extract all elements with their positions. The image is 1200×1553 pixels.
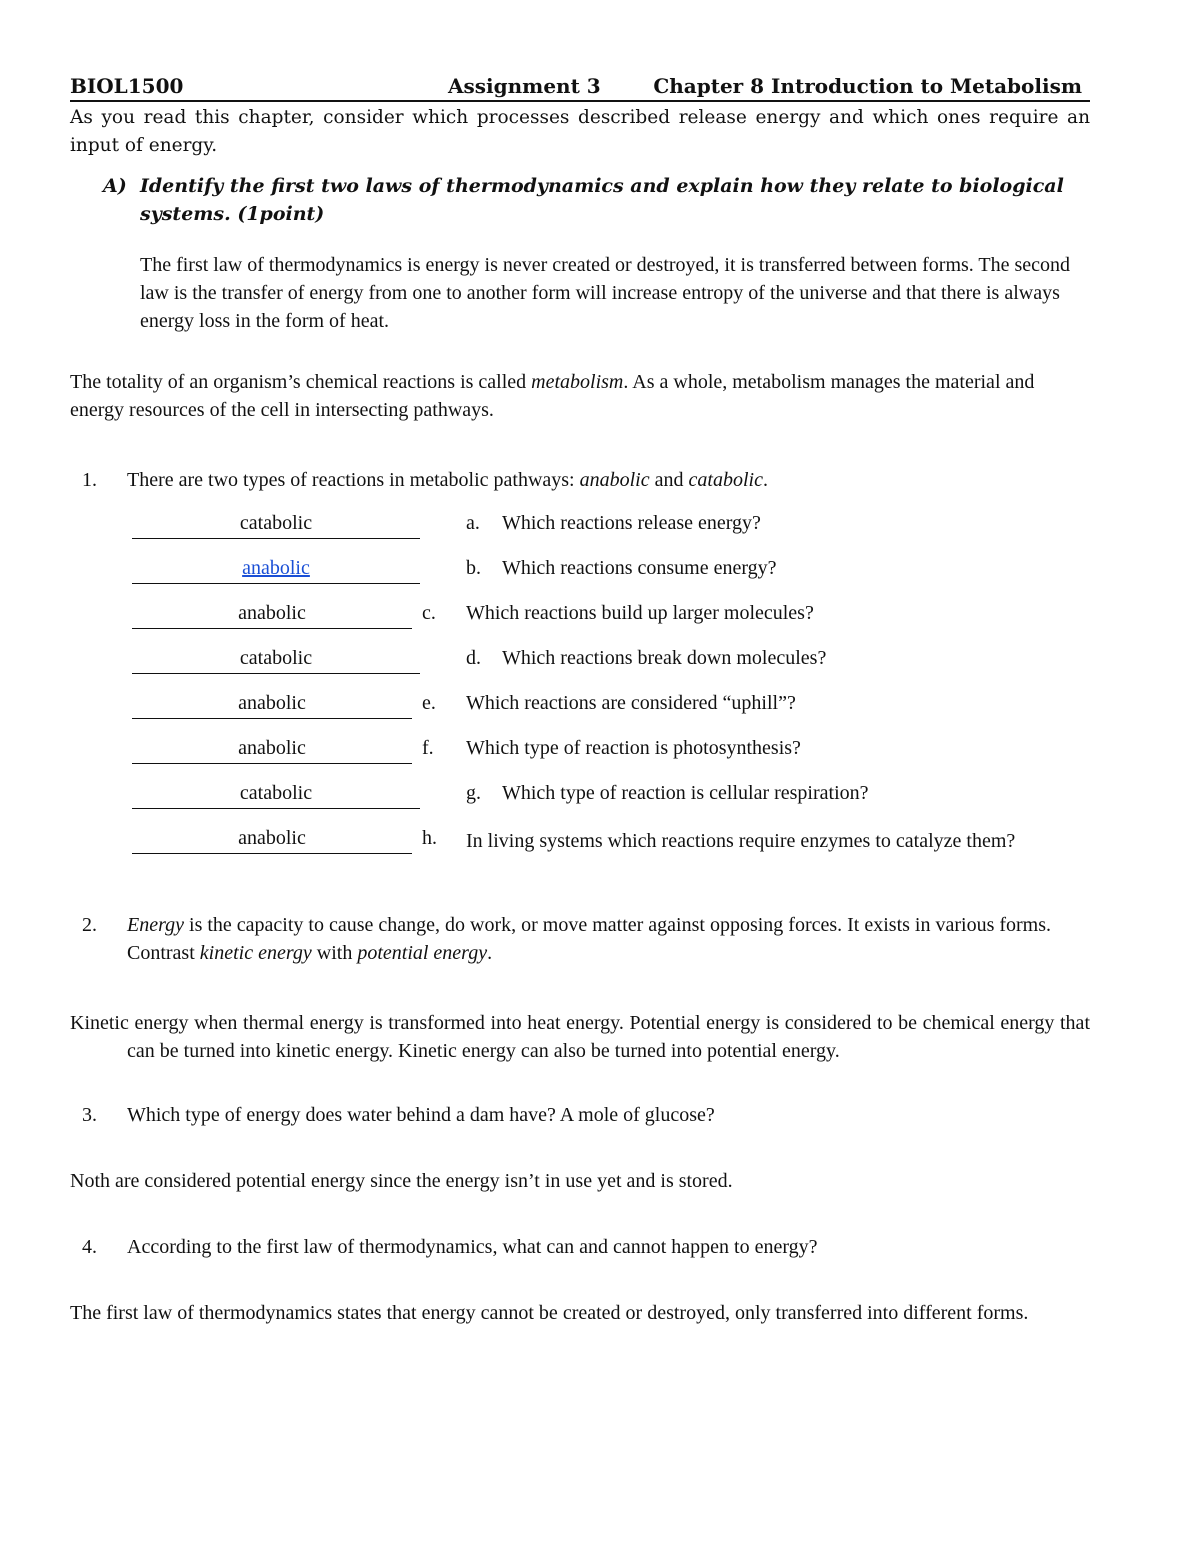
question-4-text: According to the first law of thermodynamics, what can and cannot happen to energy? [127, 1236, 818, 1258]
item-letter: g. [466, 782, 481, 804]
item-question: In living systems which reactions require enzymes to catalyze them? [466, 830, 1016, 852]
question-4 [70, 1233, 1090, 1261]
answer-blank [132, 647, 420, 674]
answer-blank [132, 737, 412, 764]
item-letter: e. [422, 692, 436, 714]
potential-term: potential energy [357, 942, 488, 964]
metabolism-text-start: The totality of an organism’s chemical reactions is called [70, 371, 532, 393]
question-3-number: 3. [82, 1104, 97, 1126]
item-question: Which reactions break down molecules? [502, 647, 827, 669]
answer-blank [132, 692, 412, 719]
answer-value: anabolic [238, 827, 306, 849]
answer-a: The first law of thermodynamics is energy is never created or destroyed, it is transferred between forms. The second law is the transfer of energy from one to another form will increase entropy of the universe and that there is always energy loss in the form of heat. [140, 254, 1071, 332]
question-1-number: 1. [82, 469, 97, 491]
metabolism-paragraph [70, 368, 1090, 424]
item-letter: c. [422, 602, 436, 624]
question-2 [70, 911, 1090, 967]
answer-2: Kinetic energy when thermal energy is transformed into heat energy. Potential energy is considered to be chemical energy that can be turned into kinetic energy. Kinetic energy can also be turned into potential energy. [70, 1012, 1090, 1062]
metabolism-text-end: . As a whole, metabolism manages the material and energy resources of the cell in intersecting pathways. [70, 371, 1035, 421]
answer-blank [132, 512, 420, 539]
matching-row [70, 782, 1090, 827]
question-a-text: Identify the first two laws of thermodynamics and explain how they relate to biological systems. (1point) [140, 175, 1064, 225]
question-2-end: . [487, 942, 493, 964]
question-1-end: . [762, 469, 768, 491]
matching-row [70, 647, 1090, 692]
energy-term: Energy [127, 914, 185, 936]
matching-row [70, 557, 1090, 602]
question-a [70, 172, 1090, 228]
course-code: BIOL1500 [70, 74, 184, 98]
answer-3: Noth are considered potential energy since the energy isn’t in use yet and is stored. [70, 1170, 733, 1192]
matching-row [70, 512, 1090, 557]
kinetic-term: kinetic energy [199, 942, 312, 964]
matching-list [70, 512, 1090, 889]
item-question: Which type of reaction is photosynthesis? [466, 737, 801, 759]
question-1 [70, 466, 1090, 494]
item-question: Which reactions release energy? [502, 512, 761, 534]
item-letter: f. [422, 737, 434, 759]
item-question: Which reactions consume energy? [502, 557, 777, 579]
answer-blank [132, 602, 412, 629]
answer-value: catabolic [239, 782, 313, 804]
metabolism-term: metabolism [531, 371, 624, 393]
chapter-title: Chapter 8 Introduction to Metabolism [653, 74, 1082, 98]
matching-row [70, 692, 1090, 737]
question-1-text: There are two types of reactions in metabolic pathways: [127, 469, 580, 491]
item-letter: b. [466, 557, 481, 579]
answer-blank [132, 827, 412, 854]
intro-paragraph: As you read this chapter, consider which processes described release energy and which ones require an input of energy. [70, 107, 1090, 156]
answer-blank [132, 557, 420, 584]
answer-value: anabolic [238, 737, 306, 759]
question-3 [70, 1101, 1090, 1129]
item-letter: h. [422, 827, 437, 849]
question-1-and: and [649, 469, 689, 491]
answer-link[interactable]: anabolic [242, 557, 310, 579]
answer-4: The first law of thermodynamics states that energy cannot be created or destroyed, only transferred into different forms. [70, 1302, 1029, 1324]
item-question: Which type of reaction is cellular respiration? [502, 782, 869, 804]
matching-row [70, 737, 1090, 782]
question-3-text: Which type of energy does water behind a dam have? A mole of glucose? [127, 1104, 715, 1126]
question-2-with: with [311, 942, 358, 964]
answer-value: anabolic [238, 602, 306, 624]
document-page [70, 72, 1090, 1327]
answer-value: catabolic [239, 512, 313, 534]
answer-value: catabolic [239, 647, 313, 669]
question-2-number: 2. [82, 914, 97, 936]
catabolic-term: catabolic [688, 469, 763, 491]
document-header [70, 72, 1090, 102]
question-2-text: is the capacity to cause change, do work, or move matter against opposing forces. It exists in various forms. Contrast [127, 914, 1052, 964]
matching-row [70, 602, 1090, 647]
assignment-title: Assignment 3 [448, 74, 601, 98]
item-letter: a. [466, 512, 480, 534]
answer-blank [132, 782, 420, 809]
item-question: Which reactions are considered “uphill”? [466, 692, 796, 714]
item-question: Which reactions build up larger molecules? [466, 602, 814, 624]
question-a-label: A) [103, 175, 127, 197]
matching-row [70, 827, 1090, 889]
item-letter: d. [466, 647, 481, 669]
answer-value: anabolic [238, 692, 306, 714]
anabolic-term: anabolic [579, 469, 650, 491]
question-4-number: 4. [82, 1236, 97, 1258]
